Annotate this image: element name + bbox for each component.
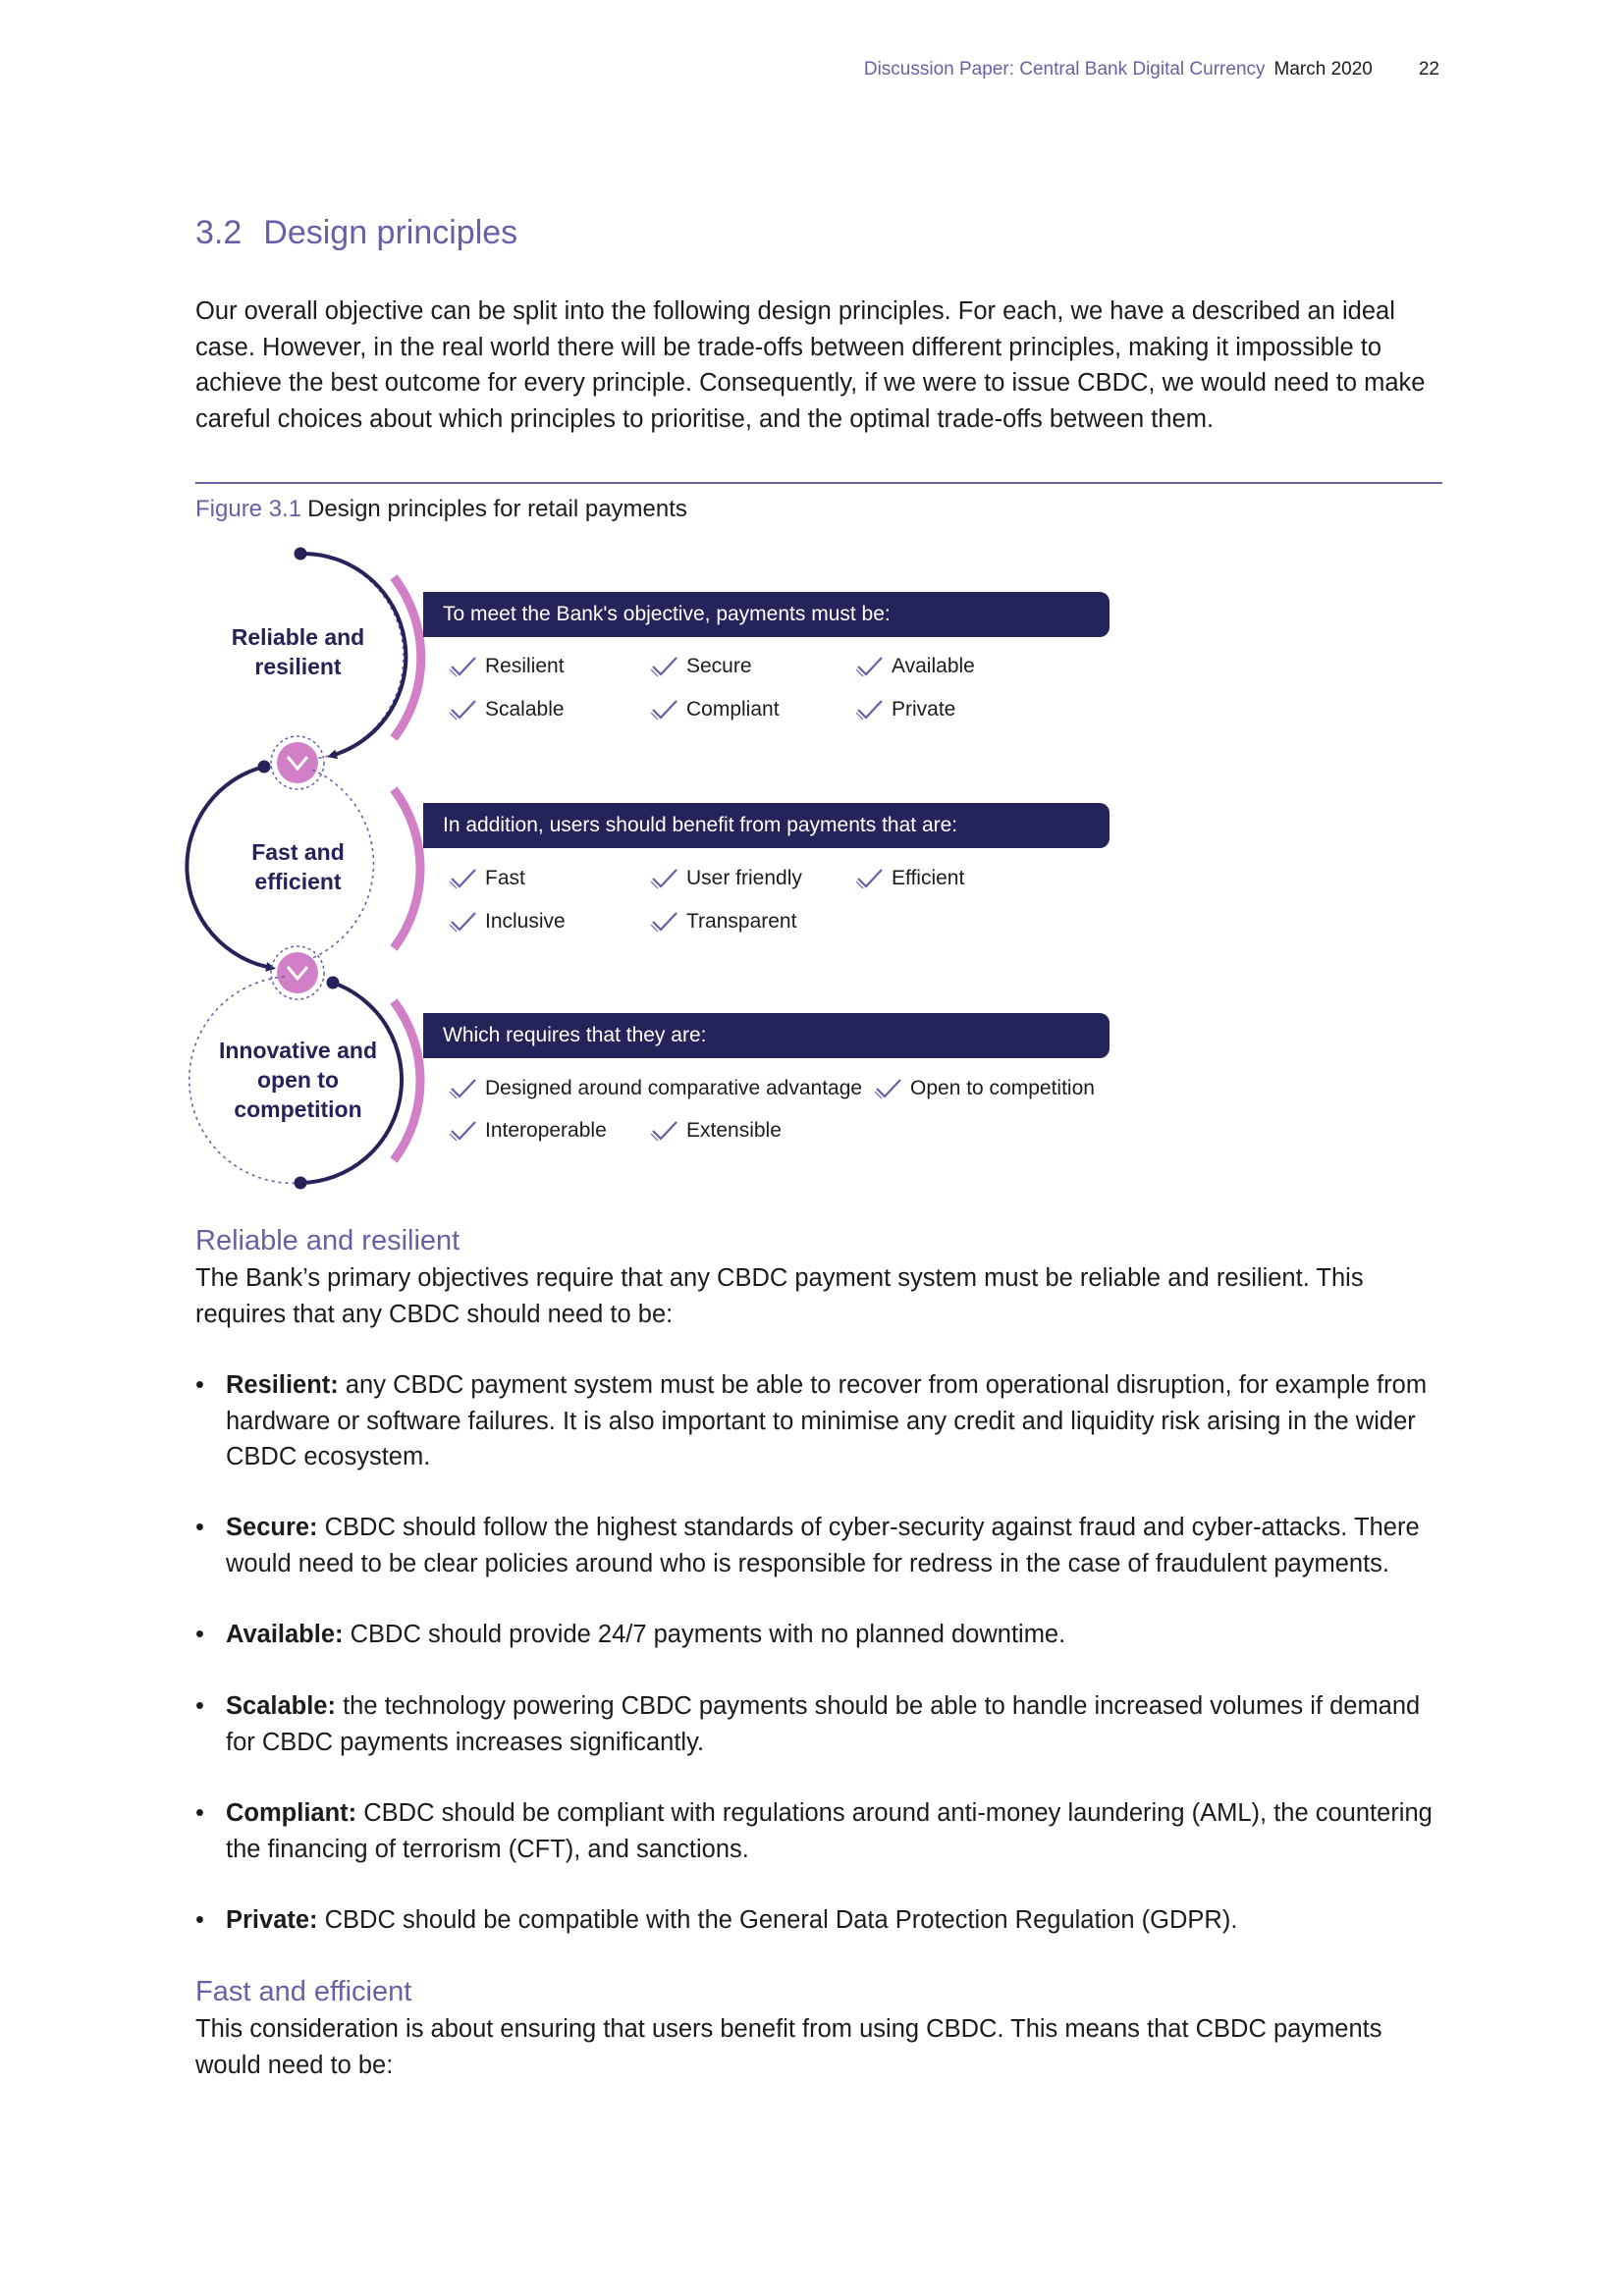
design-principles-diagram: [195, 0, 1177, 1227]
check-item-label: Scalable: [485, 698, 565, 721]
check-item-resilient: [449, 655, 565, 678]
check-icon: [449, 698, 477, 721]
page-number: 22: [1418, 59, 1439, 80]
circle-1-top-node: [295, 548, 307, 561]
check-icon: [449, 910, 477, 934]
bullet-available: [195, 1617, 1442, 1653]
check-item-compliant: [650, 698, 780, 721]
circle-3-bottom-node: [295, 1177, 307, 1190]
check-item-extensible: [650, 1119, 782, 1143]
check-item-secure: [650, 655, 752, 678]
bullet-dot: •: [195, 1371, 204, 1399]
section-title-text: Design principles: [263, 214, 518, 251]
circle-label-innovative: Innovative and open to competition: [218, 1038, 378, 1122]
bullet-text: any CBDC payment system must be able to recover from operational disruption, for example from hardware or software failures. It is also important to minimise any credit and liquidity risk arising in the wider CBDC ecosystem.: [226, 1371, 1428, 1470]
header-doc-title: Discussion Paper: Central Bank Digital Currency: [863, 59, 1266, 80]
check-icon: [650, 910, 678, 934]
circle-3-pink-accent: [394, 1001, 420, 1160]
bullet-term: Secure:: [226, 1514, 318, 1541]
check-icon: [449, 655, 477, 678]
check-item-label: Efficient: [892, 867, 965, 889]
check-icon: [650, 867, 678, 890]
check-item-label: Resilient: [485, 655, 565, 677]
bullet-text: the technology powering CBDC payments should be able to handle increased volumes if demand for CBDC payments increases significantly.: [226, 1692, 1421, 1756]
check-item-scalable: [449, 698, 565, 721]
bullet-term: Resilient:: [226, 1371, 339, 1399]
band-group-2: In addition, users should benefit from payments that are:: [423, 803, 1110, 848]
check-item-label: Secure: [686, 655, 752, 677]
check-icon: [650, 655, 678, 678]
bullet-term: Private:: [226, 1906, 318, 1934]
bullet-dot: •: [195, 1514, 204, 1541]
bullet-term: Available:: [226, 1621, 344, 1648]
check-icon: [449, 1119, 477, 1143]
circle-2-pink-accent: [394, 789, 420, 948]
bullet-text: CBDC should follow the highest standards of cyber-security against fraud and cyber-attacks. There would need to be clear policies around who is responsible for redress in the case of fraudulent payments.: [226, 1514, 1420, 1577]
circle-label-reliable: Reliable and resilient: [231, 624, 365, 679]
connector-2-node: [277, 952, 318, 993]
check-item-efficient: [855, 867, 964, 890]
fast-intro: This consideration is about ensuring that users benefit from using CBDC. This means that CBDC payments would need to be:: [195, 2015, 1382, 2079]
bullet-dot: •: [195, 1799, 204, 1827]
check-icon: [874, 1077, 902, 1100]
check-item-label: Private: [892, 698, 956, 721]
check-item-label: Interoperable: [485, 1119, 607, 1142]
bullet-resilient: [195, 1367, 1442, 1475]
check-item-label: Compliant: [686, 698, 780, 721]
bullet-dot: •: [195, 1692, 204, 1720]
check-item-transparent: [650, 910, 796, 934]
figure-label: Figure 3.1: [195, 496, 302, 522]
check-item-label: Designed around comparative advantage: [485, 1077, 863, 1099]
band-group-3: Which requires that they are:: [423, 1013, 1110, 1058]
check-icon: [855, 655, 884, 678]
check-icon: [650, 698, 678, 721]
band-group-1: To meet the Bank's objective, payments must be:: [423, 592, 1110, 637]
check-item-available: [855, 655, 975, 678]
bullet-scalable: [195, 1688, 1442, 1760]
check-item-private: [855, 698, 955, 721]
check-icon: [650, 1119, 678, 1143]
bullet-text: CBDC should be compatible with the General Data Protection Regulation (GDPR).: [317, 1906, 1238, 1934]
figure-title: Design principles for retail payments: [307, 496, 687, 522]
check-item-open-to-competition: [874, 1077, 1095, 1100]
check-item-label: Open to competition: [910, 1077, 1095, 1099]
circle-label-fast: Fast and efficient: [251, 839, 345, 894]
check-icon: [449, 1077, 477, 1100]
check-item-inclusive: [449, 910, 566, 934]
section-number: 3.2: [195, 214, 243, 251]
bullet-term: Scalable:: [226, 1692, 336, 1720]
check-icon: [449, 867, 477, 890]
check-icon: [855, 698, 884, 721]
bullet-private: [195, 1902, 1442, 1939]
check-item-label: Fast: [485, 867, 525, 889]
reliable-intro: The Bank’s primary objectives require that any CBDC payment system must be reliable and resilient. This requires that any CBDC should need to be:: [195, 1264, 1364, 1328]
check-item-label: Extensible: [686, 1119, 782, 1142]
check-item-user-friendly: [650, 867, 802, 890]
check-item-label: User friendly: [686, 867, 802, 889]
bullet-text: CBDC should be compliant with regulations around anti-money laundering (AML), the countering the financing of terrorism (CFT), and sanctions.: [226, 1799, 1433, 1863]
check-item-label: Available: [892, 655, 975, 677]
check-item-fast: [449, 867, 525, 890]
bullet-dot: •: [195, 1621, 204, 1648]
check-item-interoperable: [449, 1119, 607, 1143]
bullet-term: Compliant:: [226, 1799, 357, 1827]
section-intro: Our overall objective can be split into the following design principles. For each, we have a described an ideal case. However, in the real world there will be trade-offs between different principles, making it impossible to achieve the best outcome for every principle. Consequently, if we were to issue CBDC, we would need to make careful choices about which principles to prioritise, and the optimal trade-offs between them.: [195, 297, 1426, 433]
check-icon: [855, 867, 884, 890]
bullet-secure: [195, 1510, 1442, 1581]
check-item-label: Inclusive: [485, 910, 566, 933]
bullet-compliant: [195, 1795, 1442, 1867]
reliable-heading: Reliable and resilient: [195, 1225, 460, 1256]
check-item-comparative-advantage: [449, 1077, 862, 1100]
check-item-label: Transparent: [686, 910, 797, 933]
bullet-text: CBDC should provide 24/7 payments with no planned downtime.: [343, 1621, 1066, 1648]
bullet-dot: •: [195, 1906, 204, 1934]
connector-1-node: [277, 742, 318, 783]
header-date: March 2020: [1273, 59, 1373, 80]
fast-heading: Fast and efficient: [195, 1976, 412, 2007]
